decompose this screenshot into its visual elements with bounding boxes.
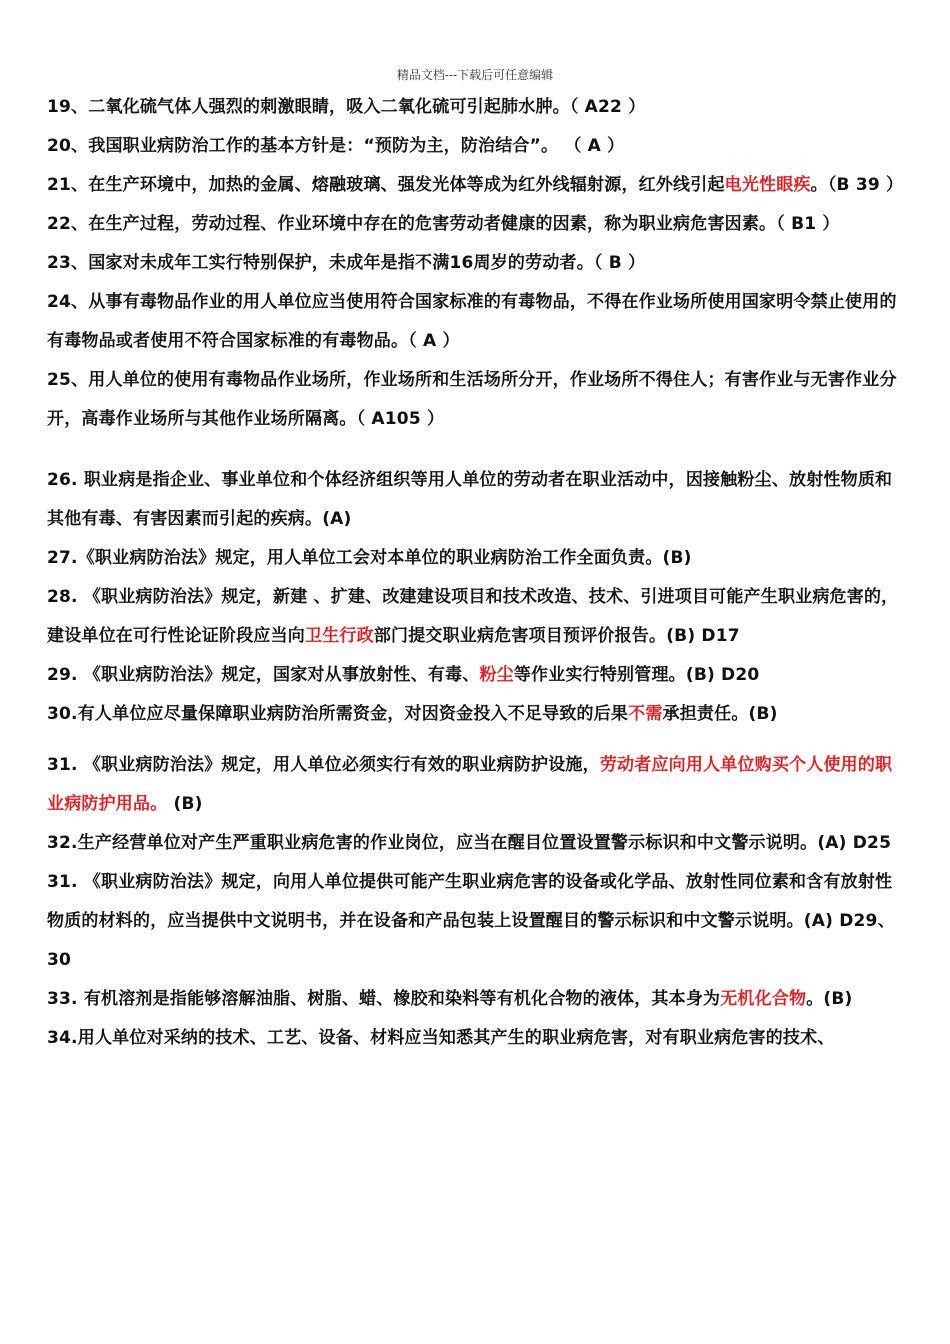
question-q23 (47, 244, 907, 283)
question-text: 30.有人单位应尽量保障职业病防治所需资金，对因资金投入不足导致的后果 (47, 704, 629, 724)
question-text: (B) (167, 794, 203, 814)
question-q25 (47, 361, 907, 439)
question-q19 (47, 88, 907, 127)
question-q26 (47, 461, 907, 539)
page-header: 精品文档---下载后可任意编辑 (396, 68, 554, 82)
question-text: 34.用人单位对采纳的技术、工艺、设备、材料应当知悉其产生的职业病危害，对有职业病危害的技术、 (47, 1028, 835, 1048)
paragraph-gap (47, 439, 907, 461)
highlighted-text: 粉尘 (479, 665, 514, 685)
document-body (47, 88, 907, 1058)
question-text: 承担责任。(B) (662, 704, 778, 724)
question-text: 31. 《职业病防治法》规定，用人单位必须实行有效的职业病防护设施， (47, 755, 600, 775)
question-q22 (47, 205, 907, 244)
question-text: 。（B 39 ） (810, 175, 904, 195)
question-text: 等作业实行特别管理。(B) D20 (513, 665, 760, 685)
question-text: 31. 《职业病防治法》规定，向用人单位提供可能产生职业病危害的设备或化学品、放射性同位素和含有放射性物质的材料的，应当提供中文说明书，并在设备和产品包装上设置醒目的警示标识和中文警示说明。(A) D29、30 (47, 872, 895, 970)
highlighted-text: 卫生行政 (305, 626, 374, 646)
question-q31b (47, 863, 907, 980)
question-text: 28. 《职业病防治法》规定，新建 、扩建、改建建设项目和技术改造、技术、引进项目可能产生职业病危害的，建设单位在可行性论证阶段应当向 (47, 587, 899, 646)
question-q27 (47, 539, 907, 578)
question-text: 29. 《职业病防治法》规定，国家对从事放射性、有毒、 (47, 665, 480, 685)
question-text: 22、在生产过程，劳动过程、作业环境中存在的危害劳动者健康的因素，称为职业病危害因素。（ B1 ） (47, 214, 840, 234)
highlighted-text: 无机化合物 (720, 989, 807, 1009)
highlighted-text: 不需 (628, 704, 663, 724)
question-text: 20、我国职业病防治工作的基本方针是：“预防为主，防治结合”。 （ A ） (47, 136, 625, 156)
question-q32 (47, 824, 907, 863)
question-text: 32.生产经营单位对产生严重职业病危害的作业岗位，应当在醒目位置设置警示标识和中文警示说明。(A) D25 (47, 833, 892, 853)
highlighted-text: 电光性眼疾 (724, 175, 811, 195)
question-q31a (47, 746, 907, 824)
question-q21 (47, 166, 907, 205)
question-q29 (47, 656, 907, 695)
question-text: 21、在生产环境中，加热的金属、熔融玻璃、强发光体等成为红外线辐射源，红外线引起 (47, 175, 725, 195)
question-text: 。(B) (806, 989, 853, 1009)
question-q24 (47, 283, 907, 361)
question-text: 24、从事有毒物品作业的用人单位应当使用符合国家标准的有毒物品，不得在作业场所使用国家明令禁止使用的有毒物品或者使用不符合国家标准的有毒物品。（ A ） (47, 292, 897, 351)
question-text: 19、二氧化硫气体人强烈的刺激眼睛，吸入二氧化硫可引起肺水肿。（ A22 ） (47, 97, 646, 117)
question-text: 26. 职业病是指企业、事业单位和个体经济组织等用人单位的劳动者在职业活动中，因接触粉尘、放射性物质和其他有毒、有害因素而引起的疾病。(A) (47, 470, 893, 529)
question-text: 25、用人单位的使用有毒物品作业场所，作业场所和生活场所分开，作业场所不得住人；有害作业与无害作业分开，高毒作业场所与其他作业场所隔离。（ A105 ） (47, 370, 897, 429)
question-text: 部门提交职业病危害项目预评价报告。(B) D17 (373, 626, 740, 646)
question-q20 (47, 127, 907, 166)
paragraph-gap (47, 734, 907, 746)
question-q30 (47, 695, 907, 734)
highlighted-text: 劳动者应向用人单位购买个人使用的职业病防护用品。 (47, 755, 893, 814)
question-q34 (47, 1019, 907, 1058)
question-q33 (47, 980, 907, 1019)
question-q28 (47, 578, 907, 656)
question-text: 23、国家对未成年工实行特别保护，未成年是指不满16周岁的劳动者。（ B ） (47, 253, 646, 273)
question-text: 27.《职业病防治法》规定，用人单位工会对本单位的职业病防治工作全面负责。(B) (47, 548, 692, 568)
question-text: 33. 有机溶剂是指能够溶解油脂、树脂、蜡、橡胶和染料等有机化合物的液体，其本身为 (47, 989, 721, 1009)
